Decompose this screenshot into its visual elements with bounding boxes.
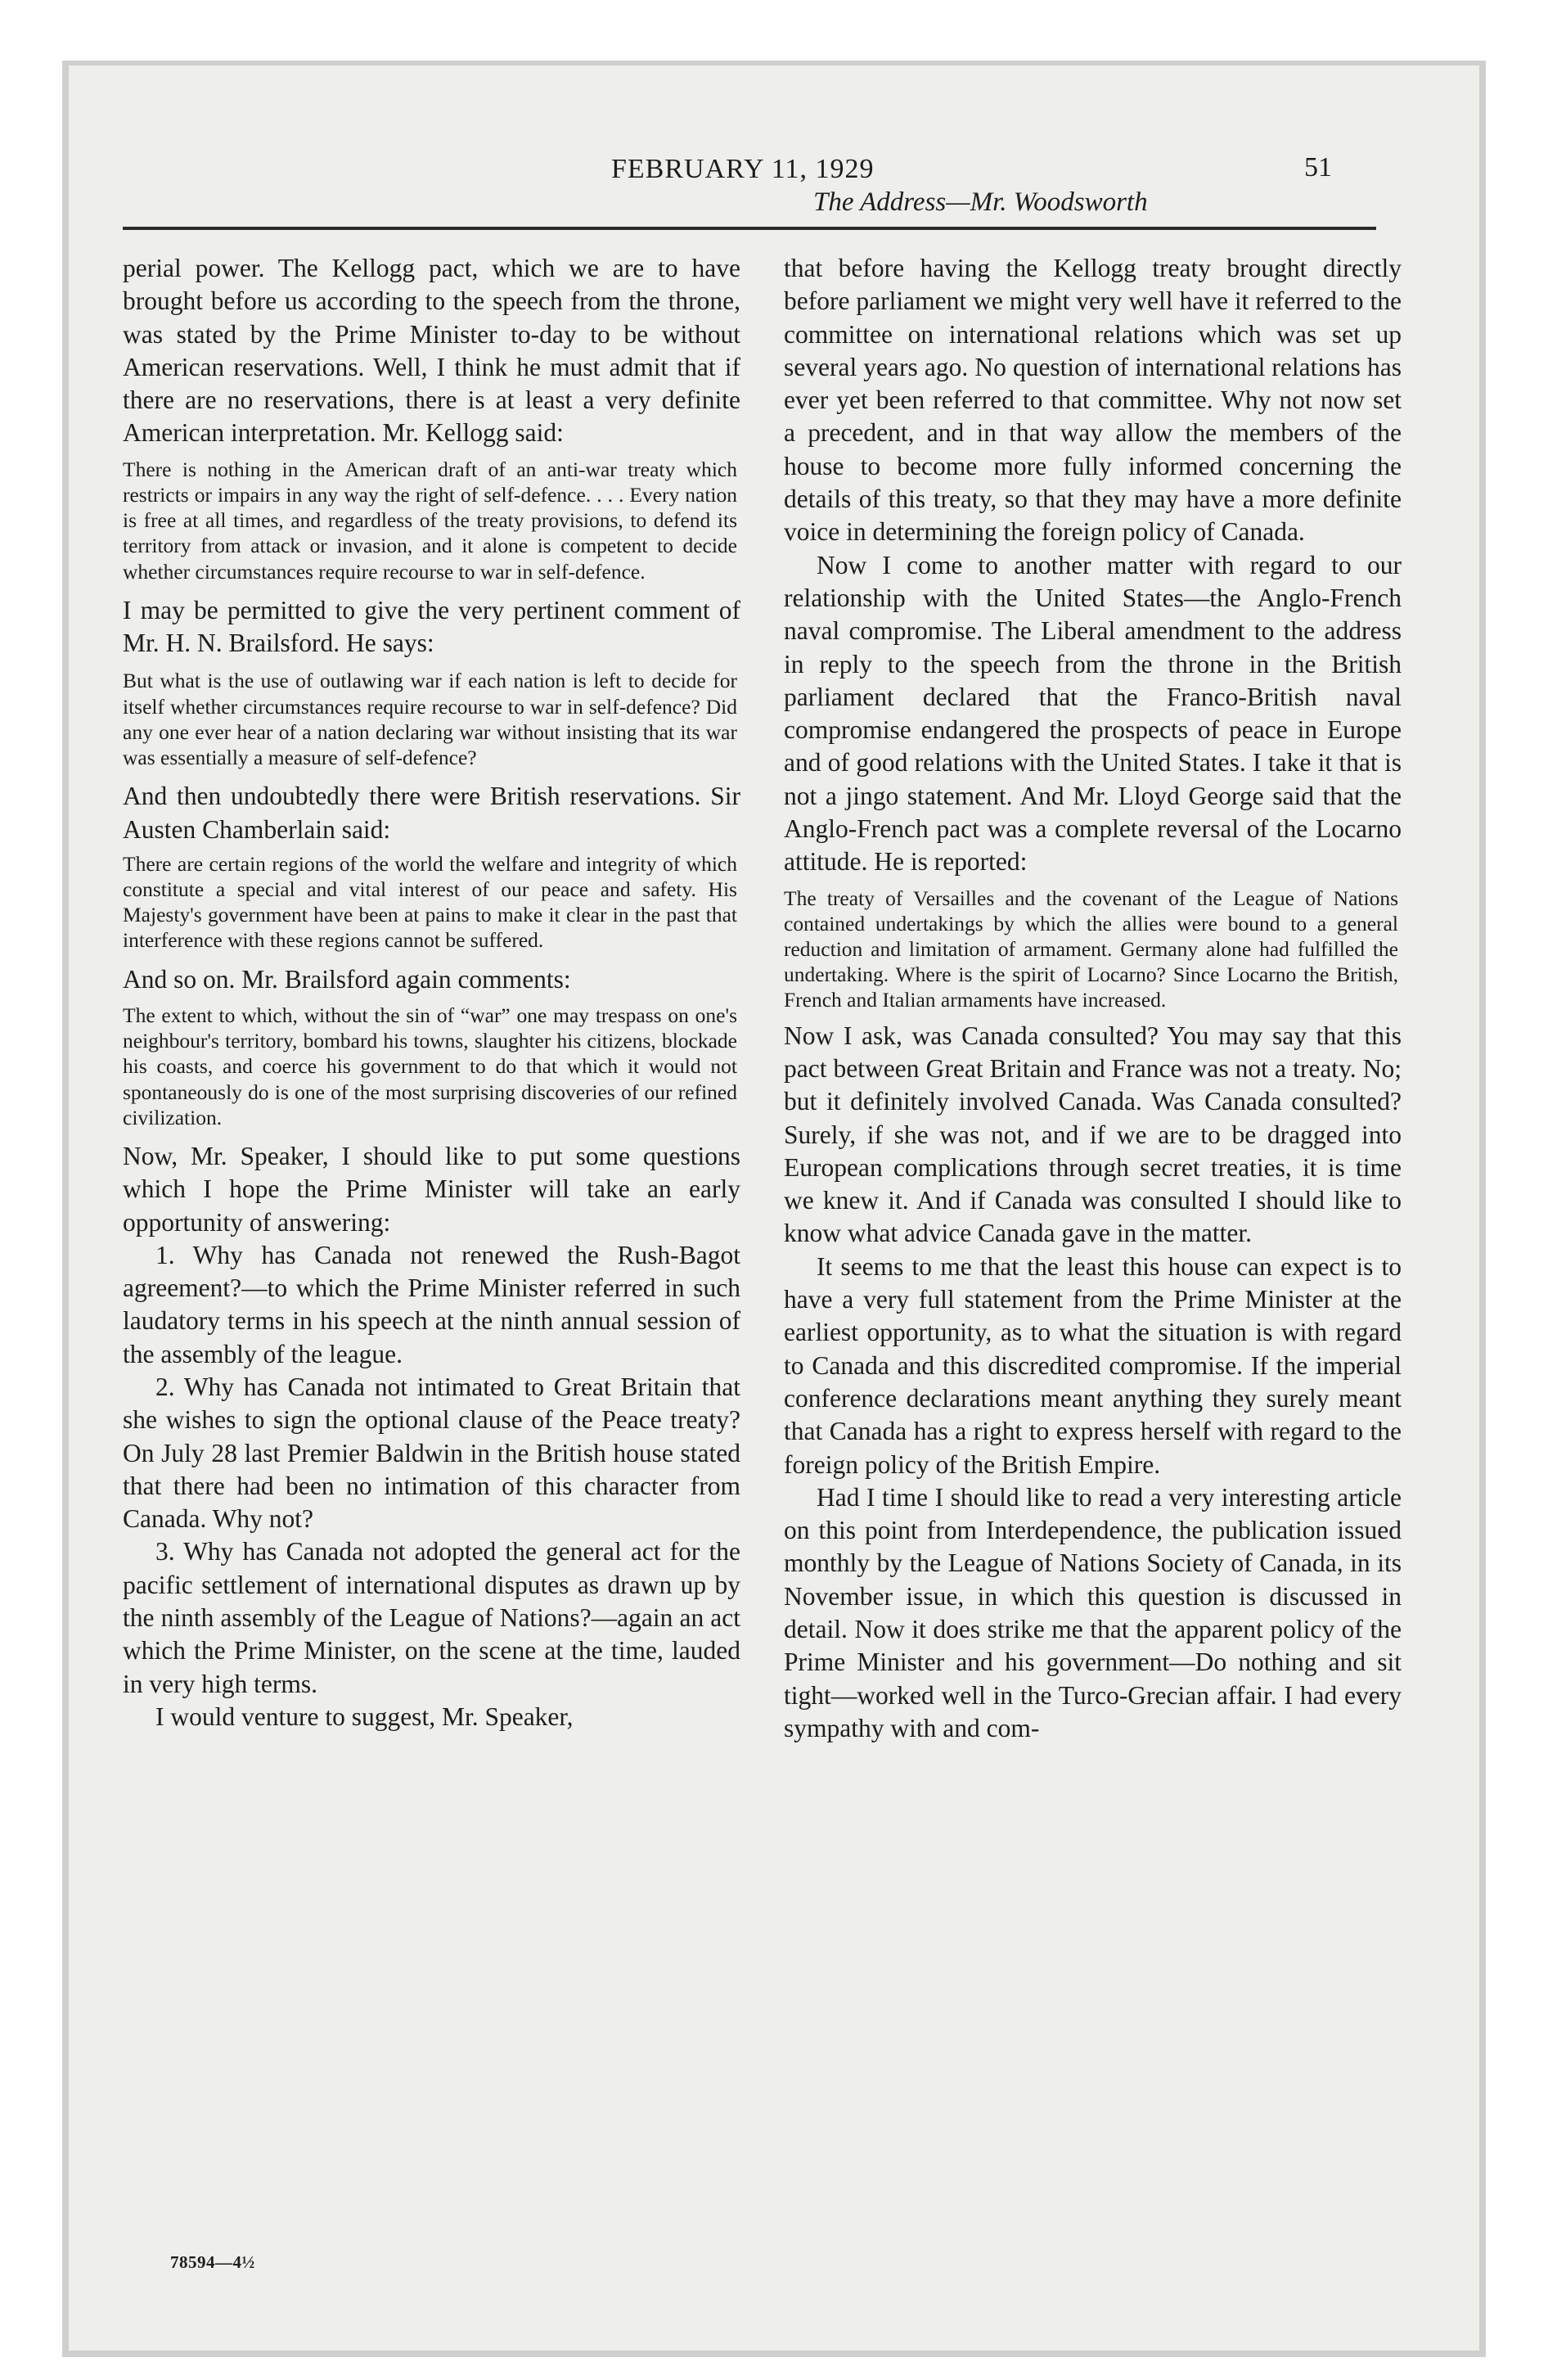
block-quote: But what is the use of outlawing war if each nation is left to decide for itself whether circumstances require recourse to war in self-defence? Did any one ever hear of a nation declaring war without insisting that its war was essentially a measure of self-defence?	[123, 669, 737, 769]
paragraph: I would venture to suggest, Mr. Speaker,	[155, 1702, 574, 1731]
paragraph: And then undoubtedly there were British reservations. Sir Austen Chamberlain said:	[123, 782, 740, 844]
block-quote: The extent to which, without the sin of “war” one may trespass on one's neighbour's territory, bombard his towns, slaughter his citizens, blockade his coasts, and coerce his government to do that which it would not spontaneously do is one of the most surprising discoveries of our refined civilization.	[123, 1003, 737, 1129]
left-column	[123, 252, 740, 1733]
paragraph: 3. Why has Canada not adopted the general act for the pacific settlement of international disputes as drawn up by the ninth assembly of the League of Nations?—again an act which the Prime Minister, on the scene at the time, lauded in very high terms.	[123, 1537, 740, 1698]
header-rule	[123, 227, 1376, 230]
right-column	[784, 252, 1402, 1745]
header-date: FEBRUARY 11, 1929	[611, 154, 875, 184]
paragraph: Had I time I should like to read a very interesting article on this point from Interdependence, the publication issued monthly by the League of Nations Society of Canada, in its November issue, in which this question is discussed in detail. Now it does strike me that the apparent policy of the Prime Minister and his government—Do nothing and sit tight—worked well in the Turco-Grecian affair. I had every sympathy with and com-	[784, 1482, 1402, 1742]
printer-job-reference: 78594—4½	[170, 2252, 255, 2272]
page-number: 51	[1304, 152, 1332, 183]
paragraph: Now I ask, was Canada consulted? You may say that this pact between Great Britain and France was not a treaty. No; but it definitely involved Canada. Was Canada consulted? Surely, if she was not, and if we are to be dragged into European complications through secret treaties, it is time we knew it. And if Canada was consulted I should like to know what advice Canada gave in the matter.	[784, 1021, 1402, 1248]
block-quote: There are certain regions of the world the welfare and integrity of which constitute a special and vital interest of our peace and safety. His Majesty's government have been at pains to make it clear in the past that interference with these regions cannot be suffered.	[123, 851, 737, 953]
paragraph: And so on. Mr. Brailsford again comments:	[123, 964, 571, 994]
paragraph: Now, Mr. Speaker, I should like to put some questions which I hope the Prime Minister will take an early opportunity of answering:	[123, 1141, 740, 1237]
paragraph: It seems to me that the least this house can expect is to have a very full statement from the Prime Minister at the earliest opportunity, as to what the situation is with regard to Canada and this discredited compromise. If the imperial conference declarations meant anything they surely meant that Canada has a right to express herself with regard to the foreign policy of the British Empire.	[784, 1251, 1402, 1479]
paragraph: I may be permitted to give the very pertinent comment of Mr. H. N. Brailsford. He says:	[123, 595, 740, 658]
paragraph: that before having the Kellogg treaty brought directly before parliament we might very well have it referred to the committee on international relations which was set up several years ago. No question of international relations has ever yet been referred to that committee. Why not now set a precedent, and in that way allow the members of the house to become more fully informed concerning the details of this treaty, so that they may have a more definite voice in determining the foreign policy of Canada.	[784, 254, 1402, 547]
block-quote: There is nothing in the American draft of an anti-war treaty which restricts or impairs in any way the right of self-defence. . . . Every nation is free at all times, and regardless of the treaty provisions, to defend its territory from attack or invasion, and it alone is competent to decide whether circumstances require recourse to war in self-defence.	[123, 457, 737, 584]
paragraph: 2. Why has Canada not intimated to Great Britain that she wishes to sign the optional clause of the Peace treaty? On July 28 last Premier Baldwin in the British house stated that there had been no intimation of this character from Canada. Why not?	[123, 1373, 740, 1534]
paragraph: 1. Why has Canada not renewed the Rush-Bagot agreement?—to which the Prime Minister referred in such laudatory terms in his speech at the ninth annual session of the assembly of the league.	[123, 1240, 740, 1368]
block-quote: The treaty of Versailles and the covenant of the League of Nations contained undertakings by which the allies were bound to a general reduction and limitation of armament. Germany alone had fulfilled the undertaking. Where is the spirit of Locarno? Since Locarno the British, French and Italian armaments have increased.	[784, 886, 1398, 1012]
header-subtitle: The Address—Mr. Woodsworth	[813, 187, 1148, 217]
paragraph: perial power. The Kellogg pact, which we are to have brought before us according to the speech from the throne, was stated by the Prime Minister to-day to be without American reservations. Well, I think he must admit that if there are no reservations, there is at least a very definite American interpretation. Mr. Kellogg said:	[123, 254, 740, 448]
paragraph: Now I come to another matter with regard to our relationship with the United States—the Anglo-French naval compromise. The Liberal amendment to the address in reply to the speech from the throne in the British parliament declared that the Franco-British naval compromise endangered the prospects of peace in Europe and of good relations with the United States. I take it that is not a jingo statement. And Mr. Lloyd George said that the Anglo-French pact was a complete reversal of the Locarno attitude. He is reported:	[784, 550, 1402, 877]
